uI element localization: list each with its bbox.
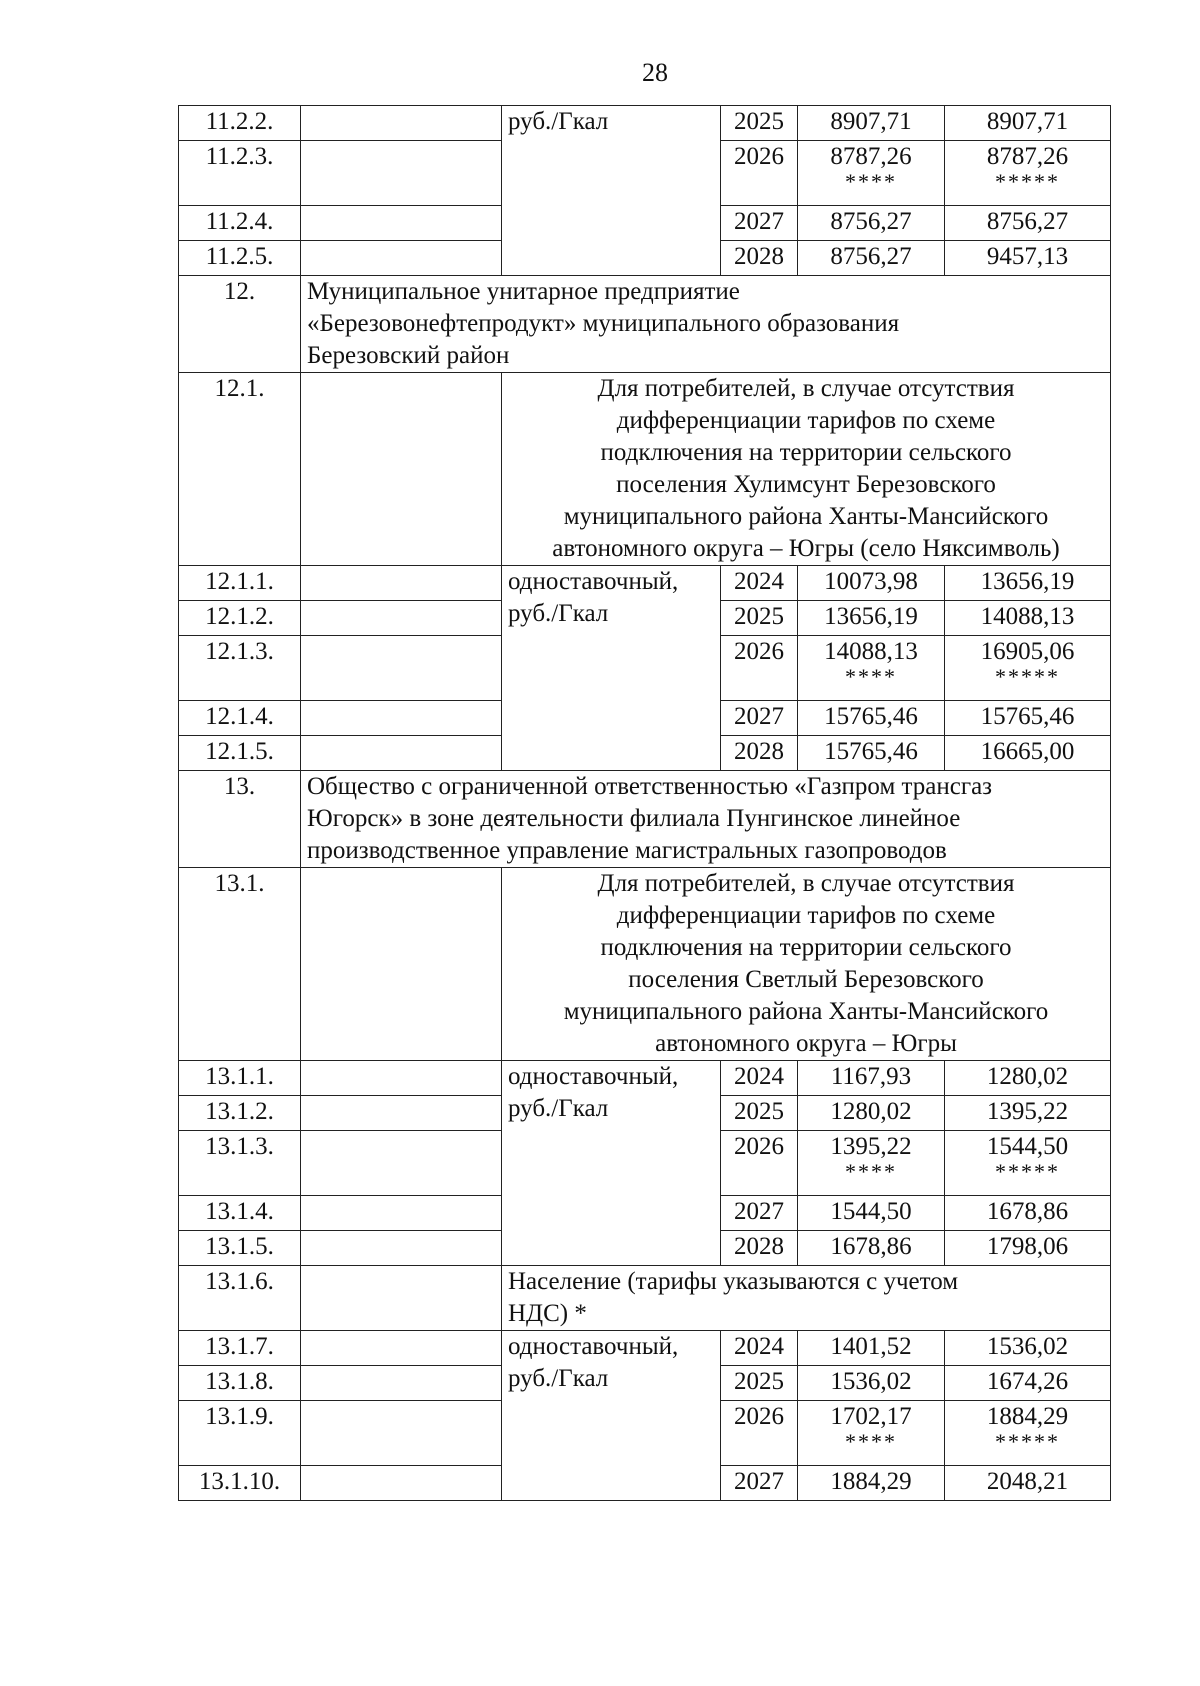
empty-cell bbox=[301, 601, 502, 636]
table-row bbox=[179, 1061, 1111, 1096]
desc-line: муниципального района Ханты-Мансийского bbox=[563, 503, 1049, 530]
value-cell: 1536,02 bbox=[945, 1331, 1111, 1366]
empty-cell bbox=[301, 141, 502, 206]
value-cell: 1167,93 bbox=[798, 1061, 945, 1096]
value-cell: 1280,02 bbox=[798, 1096, 945, 1131]
row-number: 12.1.2. bbox=[179, 601, 301, 636]
value-text: 1884,29 bbox=[986, 1403, 1069, 1430]
year-cell: 2026 bbox=[721, 1131, 798, 1196]
organization-row bbox=[179, 771, 1111, 868]
row-number: 11.2.5. bbox=[179, 241, 301, 276]
row-number: 11.2.2. bbox=[179, 106, 301, 141]
unit-line: одноставочный, bbox=[508, 568, 679, 595]
empty-cell bbox=[301, 636, 502, 701]
value-cell: 14088,13 bbox=[945, 601, 1111, 636]
empty-cell bbox=[301, 373, 502, 566]
row-number: 13.1.2. bbox=[179, 1096, 301, 1131]
row-number: 12. bbox=[179, 276, 301, 373]
row-number: 12.1.3. bbox=[179, 636, 301, 701]
value-cell: 15765,46 bbox=[798, 736, 945, 771]
organization-name bbox=[301, 276, 1111, 373]
value-cell: 13656,19 bbox=[945, 566, 1111, 601]
empty-cell bbox=[301, 1266, 502, 1331]
value-cell: 1401,52 bbox=[798, 1331, 945, 1366]
footnote-mark: ***** bbox=[995, 1159, 1060, 1184]
row-number: 13.1. bbox=[179, 868, 301, 1061]
row-number: 13.1.6. bbox=[179, 1266, 301, 1331]
value-cell bbox=[798, 141, 945, 206]
table-row bbox=[179, 106, 1111, 141]
consumer-group-row bbox=[179, 373, 1111, 566]
value-text: 14088,13 bbox=[824, 638, 918, 665]
empty-cell bbox=[301, 1131, 502, 1196]
value-cell: 1884,29 bbox=[798, 1466, 945, 1501]
desc-line: подключения на территории сельского bbox=[600, 439, 1012, 466]
row-number: 11.2.3. bbox=[179, 141, 301, 206]
unit-line: руб./Гкал bbox=[508, 1095, 609, 1122]
empty-cell bbox=[301, 1331, 502, 1366]
row-number: 12.1.4. bbox=[179, 701, 301, 736]
org-line: Муниципальное унитарное предприятие bbox=[307, 278, 740, 305]
value-cell bbox=[798, 1401, 945, 1466]
year-cell: 2025 bbox=[721, 106, 798, 141]
population-description bbox=[502, 1266, 1111, 1331]
unit-line: руб./Гкал bbox=[508, 1365, 609, 1392]
value-cell bbox=[945, 1401, 1111, 1466]
unit-cell: руб./Гкал bbox=[502, 106, 721, 276]
value-cell: 8756,27 bbox=[945, 206, 1111, 241]
empty-cell bbox=[301, 566, 502, 601]
org-line: производственное управление магистральных газопроводов bbox=[307, 837, 947, 864]
desc-line: дифференциации тарифов по схеме bbox=[616, 902, 996, 929]
value-cell: 1536,02 bbox=[798, 1366, 945, 1401]
year-cell: 2025 bbox=[721, 1096, 798, 1131]
year-cell: 2025 bbox=[721, 1366, 798, 1401]
value-cell: 1678,86 bbox=[798, 1231, 945, 1266]
value-text: 16905,06 bbox=[980, 638, 1075, 665]
empty-cell bbox=[301, 1466, 502, 1501]
year-cell: 2025 bbox=[721, 601, 798, 636]
empty-cell bbox=[301, 241, 502, 276]
unit-line: руб./Гкал bbox=[508, 600, 609, 627]
org-line: Югорск» в зоне деятельности филиала Пунгинское линейное bbox=[307, 805, 961, 832]
desc-line: поселения Светлый Березовского bbox=[628, 966, 984, 993]
year-cell: 2028 bbox=[721, 1231, 798, 1266]
unit-cell bbox=[502, 566, 721, 771]
desc-line: дифференциации тарифов по схеме bbox=[616, 407, 996, 434]
row-number: 12.1. bbox=[179, 373, 301, 566]
value-cell: 1678,86 bbox=[945, 1196, 1111, 1231]
row-number: 13.1.8. bbox=[179, 1366, 301, 1401]
footnote-mark: ***** bbox=[995, 1429, 1060, 1454]
empty-cell bbox=[301, 1096, 502, 1131]
year-cell: 2027 bbox=[721, 1196, 798, 1231]
empty-cell bbox=[301, 106, 502, 141]
desc-line: поселения Хулимсунт Березовского bbox=[616, 471, 996, 498]
empty-cell bbox=[301, 1366, 502, 1401]
year-cell: 2027 bbox=[721, 1466, 798, 1501]
year-cell: 2028 bbox=[721, 736, 798, 771]
organization-row bbox=[179, 276, 1111, 373]
footnote-mark: **** bbox=[845, 664, 897, 689]
value-text: 1544,50 bbox=[986, 1133, 1069, 1160]
row-number: 12.1.1. bbox=[179, 566, 301, 601]
unit-line: одноставочный, bbox=[508, 1333, 679, 1360]
consumer-description bbox=[502, 373, 1111, 566]
value-text: 8787,26 bbox=[986, 143, 1069, 170]
value-cell: 2048,21 bbox=[945, 1466, 1111, 1501]
row-number: 13.1.4. bbox=[179, 1196, 301, 1231]
value-cell: 15765,46 bbox=[798, 701, 945, 736]
row-number: 11.2.4. bbox=[179, 206, 301, 241]
empty-cell bbox=[301, 1196, 502, 1231]
org-line: Березовский район bbox=[307, 342, 510, 369]
value-text: 1395,22 bbox=[830, 1133, 912, 1160]
org-line: Общество с ограниченной ответственностью «Газпром трансгаз bbox=[307, 773, 993, 800]
desc-line: автономного округа – Югры (село Няксимволь) bbox=[552, 535, 1060, 562]
desc-line: Для потребителей, в случае отсутствия bbox=[597, 375, 1015, 402]
value-cell bbox=[945, 1131, 1111, 1196]
population-group-row bbox=[179, 1266, 1111, 1331]
value-cell: 16665,00 bbox=[945, 736, 1111, 771]
year-cell: 2027 bbox=[721, 206, 798, 241]
organization-name bbox=[301, 771, 1111, 868]
value-cell: 9457,13 bbox=[945, 241, 1111, 276]
row-number: 12.1.5. bbox=[179, 736, 301, 771]
row-number: 13.1.7. bbox=[179, 1331, 301, 1366]
year-cell: 2026 bbox=[721, 1401, 798, 1466]
value-cell: 1798,06 bbox=[945, 1231, 1111, 1266]
row-number: 13.1.3. bbox=[179, 1131, 301, 1196]
year-cell: 2024 bbox=[721, 1331, 798, 1366]
year-cell: 2027 bbox=[721, 701, 798, 736]
row-number: 13.1.5. bbox=[179, 1231, 301, 1266]
value-cell bbox=[945, 141, 1111, 206]
table-row bbox=[179, 566, 1111, 601]
desc-line: подключения на территории сельского bbox=[600, 934, 1012, 961]
value-cell: 1674,26 bbox=[945, 1366, 1111, 1401]
year-cell: 2026 bbox=[721, 636, 798, 701]
desc-line: автономного округа – Югры bbox=[655, 1030, 957, 1057]
value-cell: 10073,98 bbox=[798, 566, 945, 601]
value-cell: 15765,46 bbox=[945, 701, 1111, 736]
row-number: 13. bbox=[179, 771, 301, 868]
footnote-mark: **** bbox=[845, 1429, 897, 1454]
footnote-mark: ***** bbox=[995, 169, 1060, 194]
value-cell: 1280,02 bbox=[945, 1061, 1111, 1096]
empty-cell bbox=[301, 1401, 502, 1466]
empty-cell bbox=[301, 868, 502, 1061]
empty-cell bbox=[301, 736, 502, 771]
year-cell: 2028 bbox=[721, 241, 798, 276]
footnote-mark: **** bbox=[845, 169, 897, 194]
value-cell: 13656,19 bbox=[798, 601, 945, 636]
value-cell: 8756,27 bbox=[798, 241, 945, 276]
empty-cell bbox=[301, 701, 502, 736]
desc-line: Население (тарифы указываются с учетом bbox=[508, 1268, 959, 1295]
value-cell: 8756,27 bbox=[798, 206, 945, 241]
value-text: 8787,26 bbox=[830, 143, 912, 170]
value-cell bbox=[945, 636, 1111, 701]
row-number: 13.1.9. bbox=[179, 1401, 301, 1466]
footnote-mark: **** bbox=[845, 1159, 897, 1184]
unit-cell bbox=[502, 1331, 721, 1501]
desc-line: НДС) * bbox=[508, 1300, 587, 1327]
consumer-description bbox=[502, 868, 1111, 1061]
empty-cell bbox=[301, 206, 502, 241]
row-number: 13.1.10. bbox=[179, 1466, 301, 1501]
value-cell: 8907,71 bbox=[945, 106, 1111, 141]
value-text: 1702,17 bbox=[830, 1403, 912, 1430]
unit-line: одноставочный, bbox=[508, 1063, 679, 1090]
tariff-table bbox=[178, 105, 1111, 1501]
value-cell bbox=[798, 1131, 945, 1196]
row-number: 13.1.1. bbox=[179, 1061, 301, 1096]
empty-cell bbox=[301, 1231, 502, 1266]
value-cell: 8907,71 bbox=[798, 106, 945, 141]
year-cell: 2024 bbox=[721, 1061, 798, 1096]
unit-cell bbox=[502, 1061, 721, 1266]
table-row bbox=[179, 1331, 1111, 1366]
footnote-mark: ***** bbox=[995, 664, 1060, 689]
year-cell: 2026 bbox=[721, 141, 798, 206]
empty-cell bbox=[301, 1061, 502, 1096]
desc-line: Для потребителей, в случае отсутствия bbox=[597, 870, 1015, 897]
value-cell: 1544,50 bbox=[798, 1196, 945, 1231]
page-number: 28 bbox=[642, 58, 668, 87]
year-cell: 2024 bbox=[721, 566, 798, 601]
consumer-group-row bbox=[179, 868, 1111, 1061]
org-line: «Березовонефтепродукт» муниципального образования bbox=[307, 310, 900, 337]
value-cell bbox=[798, 636, 945, 701]
desc-line: муниципального района Ханты-Мансийского bbox=[563, 998, 1049, 1025]
value-cell: 1395,22 bbox=[945, 1096, 1111, 1131]
